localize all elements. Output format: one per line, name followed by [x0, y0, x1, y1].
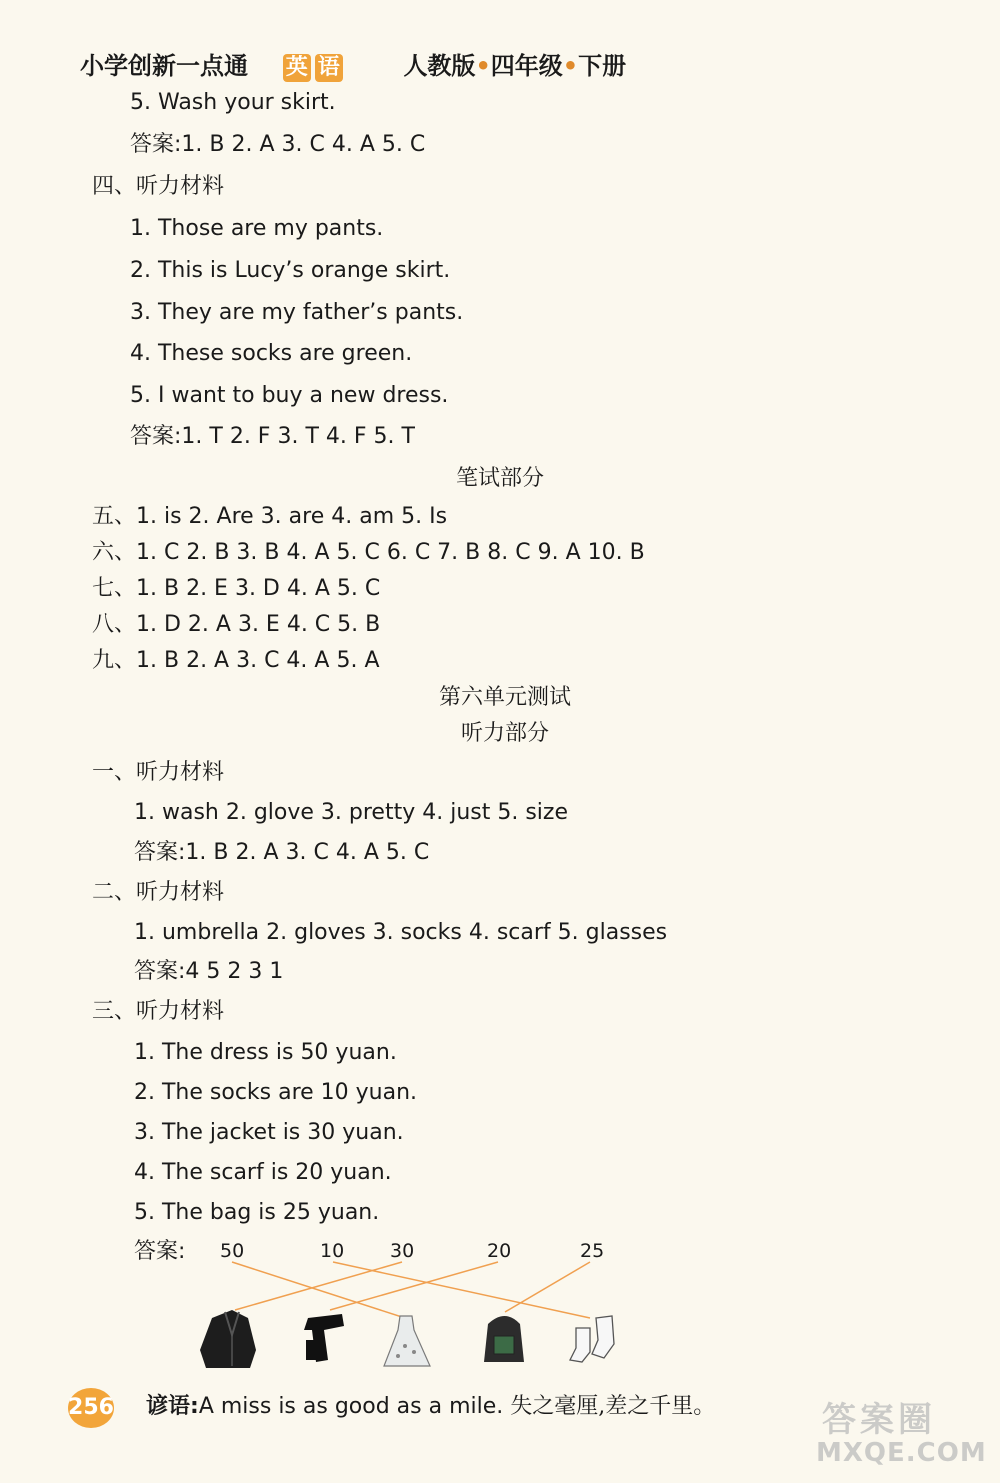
section-title: 笔试部分 — [455, 466, 544, 491]
text-line: 2. The socks are 10 yuan. — [134, 1080, 418, 1105]
edition: 人教版 — [403, 52, 476, 80]
text-line: 4. These socks are green. — [130, 341, 413, 366]
socks-image — [570, 1316, 614, 1362]
text-line: 3. They are my father’s pants. — [130, 300, 464, 325]
unit-title: 第六单元测试 — [438, 685, 571, 710]
text-line: 5. Wash your skirt. — [130, 90, 336, 115]
proverb-english: A miss is as good as a mile. — [198, 1394, 504, 1419]
dress-image — [384, 1316, 430, 1366]
jacket-image — [200, 1310, 256, 1368]
volume: 下册 — [578, 52, 627, 80]
text-line: 1. wash 2. glove 3. pretty 4. just 5. size — [134, 800, 568, 825]
answer-line: 六、1. C 2. B 3. B 4. A 5. C 6. C 7. B 8. C 9. A 10. B — [92, 540, 645, 565]
subject-badge-2: 语 — [315, 54, 343, 82]
match-answer-label: 答案: — [134, 1239, 186, 1264]
text-line: 2. This is Lucy’s orange skirt. — [130, 258, 451, 283]
text-line: 5. I want to buy a new dress. — [130, 383, 449, 408]
bag-image — [484, 1316, 524, 1362]
price-20: 20 — [487, 1240, 512, 1262]
match-line-bag — [505, 1262, 590, 1312]
section-heading: 四、听力材料 — [92, 174, 225, 199]
answer-line: 答案:1. B 2. A 3. C 4. A 5. C — [130, 132, 426, 157]
price-50: 50 — [220, 1240, 245, 1262]
grade: 四年级 — [490, 52, 563, 80]
proverb — [146, 1394, 715, 1420]
price-10: 10 — [320, 1240, 345, 1262]
watermark-bottom: MXQE.COM — [816, 1438, 987, 1468]
text-line: 1. umbrella 2. gloves 3. socks 4. scarf 5. glasses — [134, 920, 668, 945]
answer-line: 九、1. B 2. A 3. C 4. A 5. A — [92, 648, 380, 673]
running-header: 小学创新一点通 英 语 人教版•四年级•下册 — [80, 52, 627, 80]
section-title: 听力部分 — [460, 721, 549, 746]
text-line: 4. The scarf is 20 yuan. — [134, 1160, 392, 1185]
answer-line: 五、1. is 2. Are 3. are 4. am 5. Is — [92, 504, 448, 529]
price-25: 25 — [580, 1240, 605, 1262]
answer-line: 答案:1. T 2. F 3. T 4. F 5. T — [130, 424, 415, 449]
match-line-dress — [232, 1262, 405, 1318]
answer-line: 七、1. B 2. E 3. D 4. A 5. C — [92, 576, 381, 601]
text-line: 1. The dress is 50 yuan. — [134, 1040, 397, 1065]
watermark-top: 答案圈 — [822, 1400, 936, 1440]
subject-badge-1: 英 — [283, 54, 311, 82]
watermark — [810, 1388, 990, 1478]
proverb-chinese: 失之毫厘,差之千里。 — [510, 1394, 716, 1419]
proverb-label: 谚语: — [146, 1394, 199, 1419]
scarf-image — [304, 1314, 344, 1362]
section-heading: 一、听力材料 — [92, 760, 225, 785]
text-line: 5. The bag is 25 yuan. — [134, 1200, 380, 1225]
answer-line: 答案:4 5 2 3 1 — [134, 959, 284, 984]
section-heading: 二、听力材料 — [92, 880, 225, 905]
match-line-scarf — [330, 1262, 498, 1310]
section-heading: 三、听力材料 — [92, 999, 225, 1024]
text-line: 1. Those are my pants. — [130, 216, 384, 241]
book-title: 小学创新一点通 — [80, 52, 248, 80]
match-line-jacket — [235, 1262, 402, 1310]
answer-line: 八、1. D 2. A 3. E 4. C 5. B — [92, 612, 381, 637]
page-number: 256 — [68, 1388, 114, 1428]
text-line: 3. The jacket is 30 yuan. — [134, 1120, 404, 1145]
answer-line: 答案:1. B 2. A 3. C 4. A 5. C — [134, 840, 430, 865]
price-30: 30 — [390, 1240, 415, 1262]
